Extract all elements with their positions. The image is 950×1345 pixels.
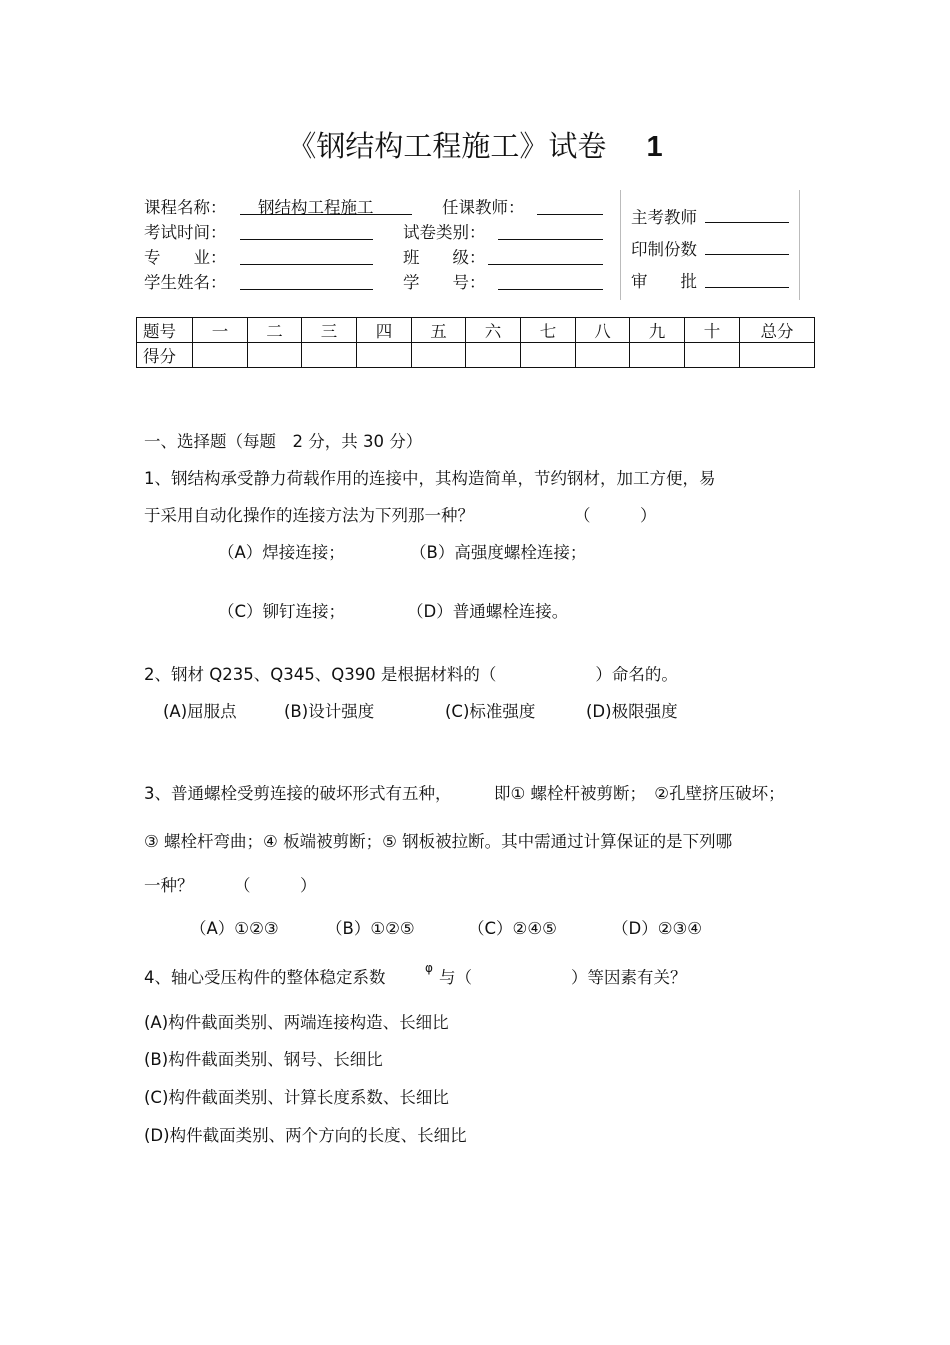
q3-option-c[interactable]: （C）②④⑤ [468,919,557,938]
teacher-field[interactable] [537,214,603,215]
q4-option-a[interactable]: (A)构件截面类别、两端连接构造、长细比 [144,1013,449,1032]
q3-option-b[interactable]: （B）①②⑤ [326,919,415,938]
major-field[interactable] [240,264,373,265]
q4-stem-start: 4、轴心受压构件的整体稳定系数 [144,968,386,987]
exam-title [0,124,950,165]
q3-line3: 一种？ [144,876,194,895]
q1-line2: 于采用自动化操作的连接方法为下列那一种？ [144,506,474,525]
q3-line1-end: 即① 螺栓杆被剪断； ②孔壁挤压破坏； [494,784,785,803]
phi-symbol: φ [425,961,433,975]
score-cell[interactable] [248,343,302,368]
header-cell: 四 [357,318,412,343]
q1-option-a[interactable]: （A）焊接连接； [218,543,345,562]
exam-type-field[interactable] [498,239,603,240]
info-divider-left [620,190,621,300]
header-cell: 六 [466,318,521,343]
exam-type-label: 试卷类别： [403,223,486,242]
q1-answer-blank[interactable]: （ ） [574,506,657,525]
score-cell[interactable] [302,343,357,368]
print-copies-field[interactable] [705,254,789,255]
q1-option-b[interactable]: （B）高强度螺栓连接； [410,543,587,562]
header-cell: 七 [521,318,576,343]
q4-option-b[interactable]: (B)构件截面类别、钢号、长细比 [144,1050,383,1069]
score-table [136,317,815,368]
q2-option-b[interactable]: (B)设计强度 [284,702,375,721]
q2-option-d[interactable]: (D)极限强度 [586,702,678,721]
header-cell: 十 [685,318,740,343]
header-cell: 总分 [740,318,815,343]
major-label: 专 业： [144,248,227,267]
q4-stem-end: 与（ ）等因素有关？ [439,968,687,987]
header-cell: 八 [576,318,630,343]
header-cell: 一 [193,318,248,343]
header-cell: 题号 [137,318,193,343]
course-name-underline [240,214,412,215]
section-heading: 一、选择题（每题 2 分，共 30 分） [144,432,423,451]
teacher-label: 任课教师： [442,198,525,217]
q4-option-c[interactable]: (C)构件截面类别、计算长度系数、长细比 [144,1088,449,1107]
course-name-label: 课程名称： [144,198,227,217]
q2-option-c[interactable]: (C)标准强度 [445,702,536,721]
score-header-row [137,318,815,343]
class-label: 班 级： [403,248,486,267]
exam-time-field[interactable] [240,239,373,240]
score-cell[interactable] [193,343,248,368]
student-id-field[interactable] [498,289,603,290]
q4-option-d[interactable]: (D)构件截面类别、两个方向的长度、长细比 [144,1126,467,1145]
score-cell[interactable] [740,343,815,368]
q1-option-d[interactable]: （D）普通螺栓连接。 [407,602,569,621]
score-cell[interactable] [466,343,521,368]
score-cell[interactable] [521,343,576,368]
q1-line1: 1、钢结构承受静力荷载作用的连接中，其构造简单，节约钢材，加工方便，易 [144,469,716,488]
score-cell[interactable] [630,343,685,368]
class-field[interactable] [488,264,603,265]
approve-field[interactable] [705,287,789,288]
score-value-row [137,343,815,368]
exam-number: 1 [646,131,663,163]
q3-answer-blank[interactable]: （ ） [234,876,317,895]
print-copies-label: 印制份数 [631,240,697,259]
score-cell[interactable] [412,343,466,368]
q3-option-a[interactable]: （A）①②③ [190,919,279,938]
chief-teacher-field[interactable] [705,222,789,223]
q2-option-a[interactable]: (A)屈服点 [163,702,237,721]
q3-line2: ③ 螺栓杆弯曲；④ 板端被剪断；⑤ 钢板被拉断。其中需通过计算保证的是下列哪 [144,832,733,851]
score-cell[interactable] [685,343,740,368]
exam-title-text: 《钢结构工程施工》试卷 [287,129,607,163]
student-name-field[interactable] [240,289,373,290]
q2-stem: 2、钢材 Q235、Q345、Q390 是根据材料的（ ）命名的。 [144,665,678,684]
score-cell[interactable] [357,343,412,368]
score-row-label: 得分 [137,343,193,368]
course-name-value: 钢结构工程施工 [258,198,374,217]
score-cell[interactable] [576,343,630,368]
header-cell: 九 [630,318,685,343]
student-id-label: 学 号： [403,273,486,292]
info-divider-right [799,190,800,300]
approve-label: 审 批 [631,272,697,291]
q3-line1-start: 3、普通螺栓受剪连接的破坏形式有五种， [144,784,452,803]
header-cell: 二 [248,318,302,343]
q1-option-c[interactable]: （C）铆钉连接； [218,602,346,621]
q3-option-d[interactable]: （D）②③④ [612,919,703,938]
chief-teacher-label: 主考教师 [631,208,697,227]
student-name-label: 学生姓名： [144,273,227,292]
header-cell: 三 [302,318,357,343]
exam-time-label: 考试时间： [144,223,227,242]
header-cell: 五 [412,318,466,343]
